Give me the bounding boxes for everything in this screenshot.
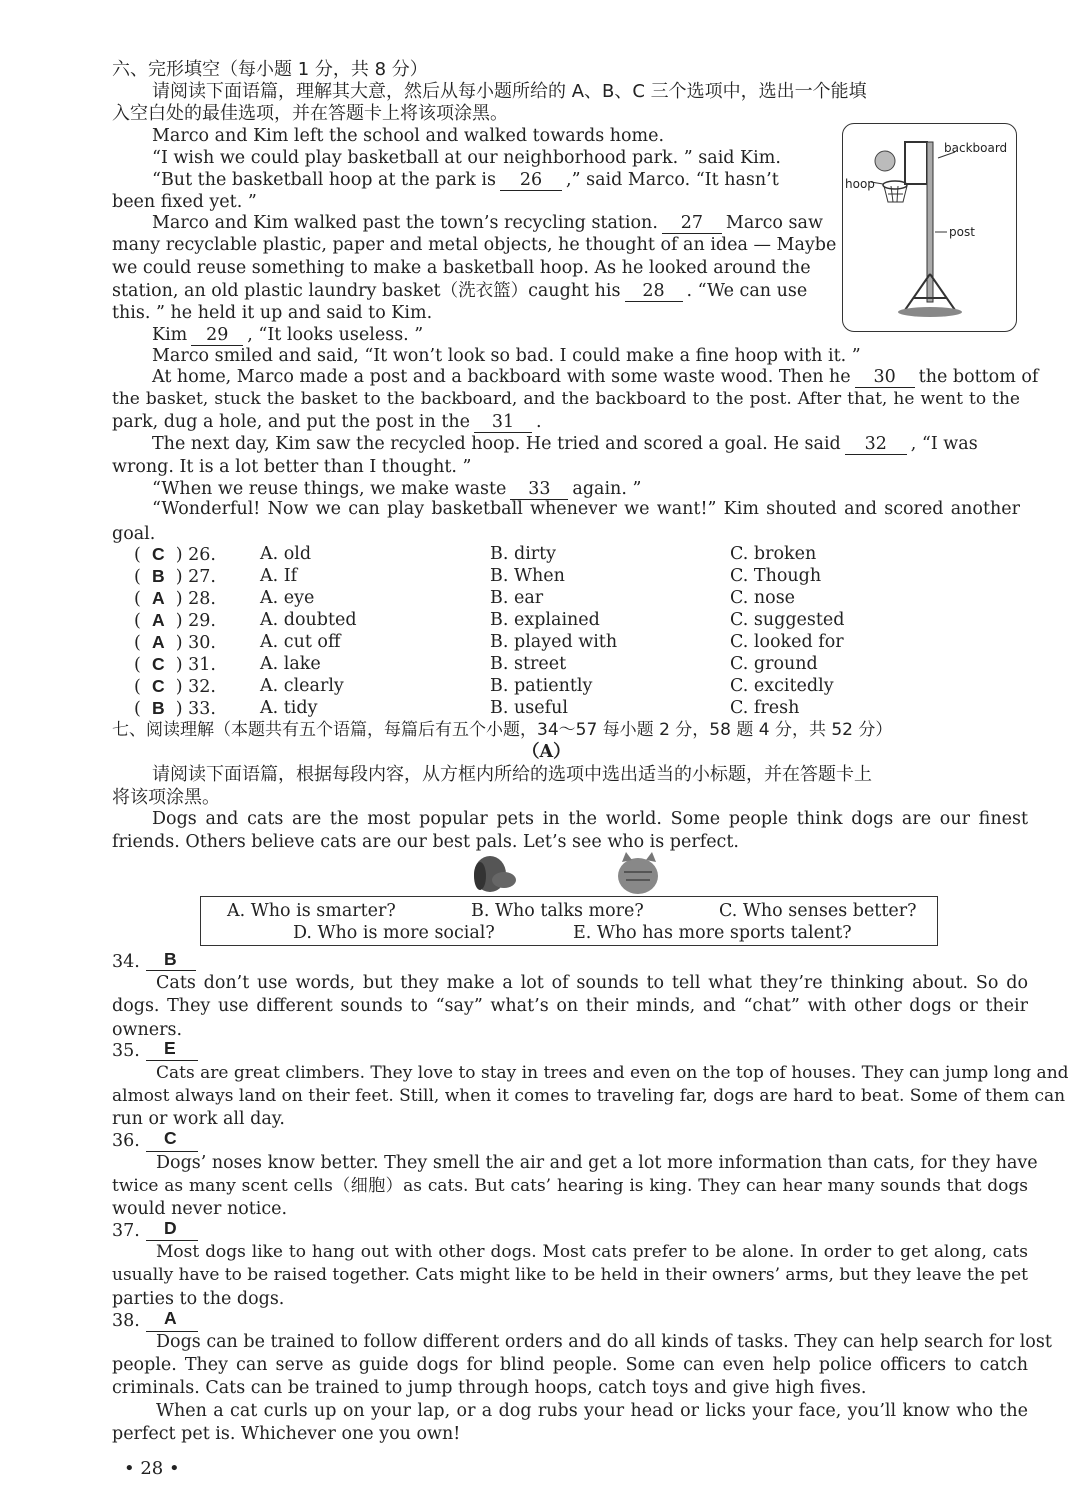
paragraph-line: criminals. Cats can be trained to jump through hoops, catch toys and give high fives. xyxy=(112,1378,867,1398)
heading-option-b: B. Who talks more? xyxy=(471,901,644,921)
section7-instruction-1: 请阅读下面语篇，根据每段内容，从方框内所给的选项中选出适当的小标题，并在答题卡上 xyxy=(152,764,872,785)
option-a: A. eye xyxy=(260,588,315,608)
answer-mark: A xyxy=(151,588,165,608)
heading-option-d: D. Who is more social? xyxy=(293,923,495,943)
intro-line: Dogs and cats are the most popular pets in the world. Some people think dogs are our finest xyxy=(152,809,1028,829)
paragraph-line: Cats don’t use words, but they make a lot of sounds to tell what they’re thinking about. So do xyxy=(156,973,1028,993)
paragraph-line: Most dogs like to hang out with other dogs. Most cats prefer to be alone. In order to get along, cats xyxy=(156,1242,1028,1262)
option-c: C. broken xyxy=(730,544,817,564)
page-number: • 28 • xyxy=(124,1458,180,1479)
passage-line: we could reuse something to make a basketball hoop. As he looked around the xyxy=(112,258,811,278)
passage-line: Kim 29 , “It looks useless. ” xyxy=(152,325,424,345)
option-row: ( C ) 32. xyxy=(134,676,216,697)
option-row: ( B ) 27. xyxy=(134,566,216,587)
passage-line: “I wish we could play basketball at our neighborhood park. ” said Kim. xyxy=(152,148,781,168)
passage-line: wrong. It is a lot better than I thought. ” xyxy=(112,457,472,477)
answer-mark: C xyxy=(151,654,165,674)
option-b: B. useful xyxy=(490,698,568,718)
passage-line: been fixed yet. ” xyxy=(112,192,257,212)
option-a: A. cut off xyxy=(260,632,341,652)
passage-line: Marco and Kim walked past the town’s recycling station. 27 Marco saw xyxy=(152,213,823,233)
paragraph-line: people. They can serve as guide dogs for blind people. Some can even help police officers to catch xyxy=(112,1355,1028,1375)
option-b: B. street xyxy=(490,654,567,674)
option-c: C. fresh xyxy=(730,698,800,718)
paragraph-line: owners. xyxy=(112,1020,183,1040)
paragraph-line: parties to the dogs. xyxy=(112,1289,285,1309)
paragraph-line: would never notice. xyxy=(112,1199,288,1219)
passage-line: station, an old plastic laundry basket（洗衣篮）caught his 28 . “We can use xyxy=(112,281,808,301)
option-b: B. explained xyxy=(490,610,600,630)
closing-line: When a cat curls up on your lap, or a dog rubs your head or licks your face, you’ll know who the xyxy=(156,1401,1028,1421)
blank-33: 33 xyxy=(510,479,568,500)
section7-instruction-2: 将该项涂黑。 xyxy=(112,787,220,808)
post-label: post xyxy=(949,225,975,239)
option-c: C. looked for xyxy=(730,632,844,652)
paragraph-line: almost always land on their feet. Still, when it comes to traveling far, dogs are hard to beat. Some of them can xyxy=(112,1086,1066,1106)
passage-line: “When we reuse things, we make waste 33 again. ” xyxy=(152,479,642,499)
option-c: C. Though xyxy=(730,566,822,586)
paragraph-line: twice as many scent cells（细胞）as cats. But cats’ hearing is king. They can hear many sounds that dogs xyxy=(112,1176,1028,1196)
option-row: ( B ) 33. xyxy=(134,698,216,719)
answer-mark: A xyxy=(151,632,165,652)
option-row: ( A ) 30. xyxy=(134,632,216,653)
paragraph-line: Dogs can be trained to follow different orders and do all kinds of tasks. They can help search for lost xyxy=(156,1332,1052,1352)
passage-line: park, dug a hole, and put the post in the 31 . xyxy=(112,412,542,432)
option-row: ( A ) 28. xyxy=(134,588,216,609)
answer-line xyxy=(146,1060,198,1061)
answer-mark: A xyxy=(151,610,165,630)
option-a: A. doubted xyxy=(260,610,357,630)
question-answer: C xyxy=(164,1128,177,1148)
passage-line: this. ” he held it up and said to Kim. xyxy=(112,303,433,323)
question-answer: A xyxy=(164,1308,177,1328)
question-number: 37. xyxy=(112,1221,140,1241)
paragraph-line: usually have to be raised together. Cats might like to be held in their owners’ arms, but they leave the pet xyxy=(112,1265,1028,1285)
question-number: 35. xyxy=(112,1041,140,1061)
option-a: A. old xyxy=(260,544,312,564)
option-row: ( A ) 29. xyxy=(134,610,216,631)
option-b: B. ear xyxy=(490,588,544,608)
paragraph-line: Cats are great climbers. They love to stay in trees and even on the top of houses. They can jump long and xyxy=(156,1063,1069,1083)
headings-box xyxy=(200,896,938,946)
blank-31: 31 xyxy=(474,412,532,433)
hoop-label: hoop xyxy=(845,177,875,191)
paragraph-line: dogs. They use different sounds to “say” what’s on their minds, and “chat” with other dogs or their xyxy=(112,996,1028,1016)
dog-and-cat-icon xyxy=(470,852,670,896)
answer-mark: C xyxy=(151,676,165,696)
heading-option-e: E. Who has more sports talent? xyxy=(573,923,852,943)
passage-a-label: （A） xyxy=(522,742,571,762)
option-a: A. tidy xyxy=(260,698,318,718)
option-b: B. dirty xyxy=(490,544,557,564)
option-c: C. excitedly xyxy=(730,676,834,696)
option-b: B. When xyxy=(490,566,565,586)
blank-26: 26 xyxy=(500,170,562,191)
section6-header: 六、完形填空（每小题 1 分，共 8 分） xyxy=(112,59,428,80)
passage-line: At home, Marco made a post and a backboard with some waste wood. Then he 30 the bottom of xyxy=(152,367,1039,387)
question-answer: E xyxy=(164,1038,176,1058)
answer-mark: B xyxy=(151,698,165,718)
question-number: 38. xyxy=(112,1311,140,1331)
section6-instruction-1: 请阅读下面语篇，理解其大意，然后从每小题所给的 A、B、C 三个选项中，选出一个能填 xyxy=(152,81,867,102)
option-b: B. played with xyxy=(490,632,618,652)
question-number: 34. xyxy=(112,952,140,972)
blank-29: 29 xyxy=(191,325,243,346)
passage-line: many recyclable plastic, paper and metal objects, he thought of an idea — Maybe xyxy=(112,235,837,255)
option-row: ( C ) 26. xyxy=(134,544,216,565)
backboard-label: backboard xyxy=(944,141,1008,155)
option-c: C. suggested xyxy=(730,610,845,630)
section6-instruction-2: 入空白处的最佳选项，并在答题卡上将该项涂黑。 xyxy=(112,103,508,124)
question-answer: B xyxy=(164,949,177,969)
option-c: C. nose xyxy=(730,588,796,608)
option-c: C. ground xyxy=(730,654,818,674)
passage-line: The next day, Kim saw the recycled hoop. He tried and scored a goal. He said 32 , “I was xyxy=(152,434,978,454)
question-number: 36. xyxy=(112,1131,140,1151)
option-a: A. If xyxy=(260,566,298,586)
passage-line: Marco smiled and said, “It won’t look so bad. I could make a fine hoop with it. ” xyxy=(152,346,861,366)
blank-32: 32 xyxy=(845,434,907,455)
basketball-hoop-icon xyxy=(843,124,1016,331)
answer-mark: C xyxy=(151,544,165,564)
paragraph-line: run or work all day. xyxy=(112,1109,285,1129)
option-a: A. clearly xyxy=(260,676,344,696)
option-row: ( C ) 31. xyxy=(134,654,216,675)
answer-mark: B xyxy=(151,566,165,586)
paragraph-line: Dogs’ noses know better. They smell the air and get a lot more information than cats, for they have xyxy=(156,1153,1038,1173)
blank-27: 27 xyxy=(662,213,722,234)
option-a: A. lake xyxy=(260,654,321,674)
passage-line: Marco and Kim left the school and walked towards home. xyxy=(152,126,665,146)
basketball-hoop-figure xyxy=(842,123,1017,332)
option-b: B. patiently xyxy=(490,676,593,696)
question-answer: D xyxy=(164,1218,177,1238)
blank-28: 28 xyxy=(625,281,683,302)
answer-line xyxy=(146,970,196,971)
passage-line: “Wonderful! Now we can play basketball whenever we want!” Kim shouted and scored another xyxy=(152,499,1020,519)
blank-30: 30 xyxy=(855,367,915,388)
heading-option-c: C. Who senses better? xyxy=(719,901,917,921)
closing-line: perfect pet is. Whichever one you own! xyxy=(112,1424,461,1444)
section7-header: 七、阅读理解（本题共有五个语篇，每篇后有五个小题，34～57 每小题 2 分，58 题 4 分，共 52 分） xyxy=(112,720,893,740)
passage-line: the basket, stuck the basket to the backboard, and the backboard to the post. After that, he went to the xyxy=(112,389,1020,409)
intro-line: friends. Others believe cats are our best pals. Let’s see who is perfect. xyxy=(112,832,739,852)
heading-option-a: A. Who is smarter? xyxy=(227,901,396,921)
passage-line: “But the basketball hoop at the park is 26 ,” said Marco. “It hasn’t xyxy=(152,170,779,190)
passage-line: goal. xyxy=(112,524,156,544)
